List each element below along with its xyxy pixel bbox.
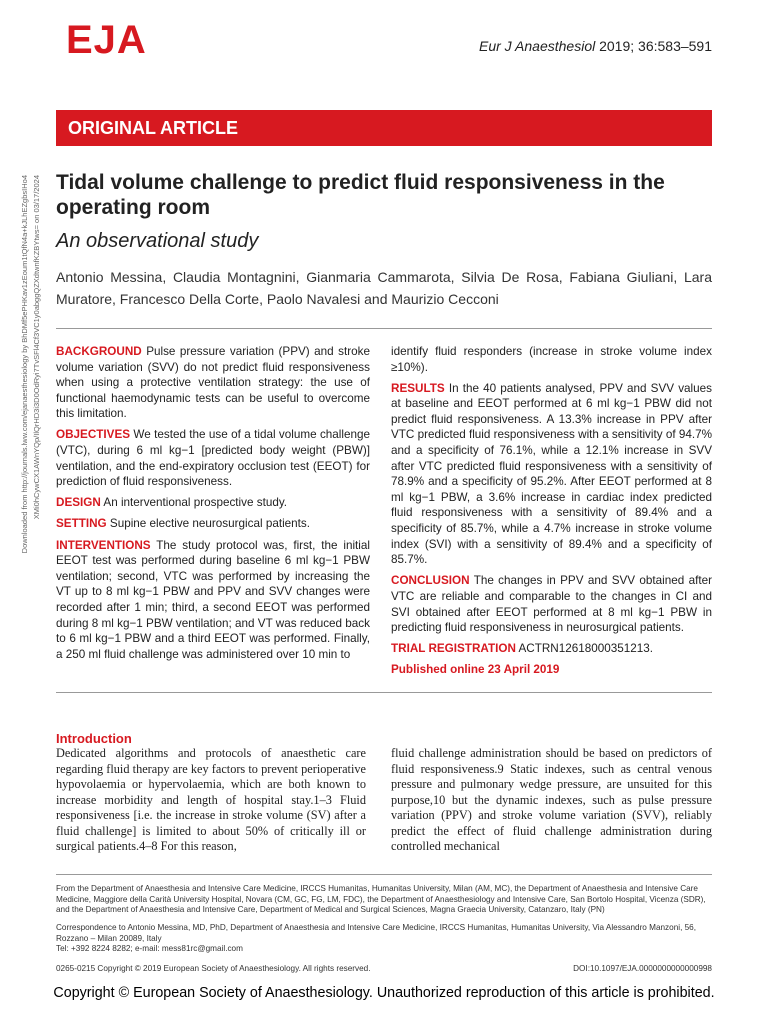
conclusion-label: CONCLUSION [391, 574, 470, 588]
abstract-results [391, 381, 712, 568]
conclusion-text: The changes in PPV and SVV obtained after VTC are reliable and comparable to the changes in CI and SVI obtained after EEOT performed at 8 ml kg−1 PBW in predicting fluid responsiveness in neurosurgical patients. [391, 574, 712, 635]
reproduction-notice: Copyright © European Society of Anaesthesiology. Unauthorized reproduction of this article is prohibited. [53, 985, 715, 1001]
article-subtitle: An observational study [56, 230, 259, 252]
abstract-left-column [56, 344, 370, 668]
introduction-left-column [56, 746, 366, 855]
interventions-text: The study protocol was, first, the initial EEOT test was performed during baseline 6 ml kg−1 PBW ventilation; second, VTC was performed by increasing the VT up to 8 ml kg−1 PBW and PPV and SVV changes were recorded after 1 min; third, a second EEOT was performed during 8 ml kg−1 PBW ventilation; and VT was reduced back to 6 ml kg−1 PBW and a third EEOT was performed. Finally, a 250 ml fluid challenge was administered over 10 min to [56, 538, 370, 661]
correspondence-footnote [56, 923, 712, 955]
correspondence-text: Correspondence to Antonio Messina, MD, PhD, Department of Anaesthesia and Intensive Care Medicine, IRCCS Humanitas, Humanitas University, Via Alessandro Manzoni, 56, Rozzano – Milan 20089, Italy [56, 923, 697, 943]
abstract-background [56, 344, 370, 422]
abstract-design [56, 495, 370, 511]
abstract-bottom-rule [56, 692, 712, 693]
introduction-heading: Introduction [56, 731, 132, 746]
background-label: BACKGROUND [56, 345, 142, 358]
design-label: DESIGN [56, 496, 101, 510]
download-notice-line-1: Downloaded from http://journals.lww.com/ejanaesthesiology by BhDMf5ePHKav1zEoum1tQfN4a+kJLhEZgbsIHo4 [20, 175, 29, 554]
setting-text: Supine elective neurosurgical patients. [106, 517, 311, 531]
results-label: RESULTS [391, 381, 445, 395]
interventions-label: INTERVENTIONS [56, 538, 151, 552]
abstract-objectives [56, 427, 370, 489]
abstract-right-column [391, 344, 712, 683]
abstract-interventions [56, 538, 370, 663]
background-text: Pulse pressure variation (PPV) and stroke volume variation (SVV) do not predict fluid responsiveness when using a protective ventilation strategy: the use of functional haemodynamic tests can be useful to overcome this limitation. [56, 345, 370, 421]
journal-citation [479, 38, 712, 54]
introduction-left-text: Dedicated algorithms and protocols of anaesthetic care regarding fluid therapy are key factors to prevent perioperative hypovolaemia or hypervolaemia, which are both known to increase morbidity and length of hospital stay.1–3 Fluid responsiveness [i.e. the increase in stroke volume (SV) after a fluid challenge] is limited to about 50% of critically ill or surgical patients.4–8 For this reason, [56, 746, 366, 853]
affiliations-text: From the Department of Anaesthesia and Intensive Care Medicine, IRCCS Humanitas, Humanitas University, Milan (AM, MC), the Department of Anaesthesia and Intensive Care Medicine, Maggiore della Carità University Hospital, Novara (CM, GC, FG, LM, FDC), the Department of Anaesthesiology and Intensive Care, San Bortolo Hospital, Vicenza (SDR), and the Department of Anaesthesia and Intensive Care, Department of Medical and Surgical Sciences, Magna Graecia University, Catanzaro, Italy (PN) [56, 884, 706, 914]
abstract-top-rule [56, 328, 712, 329]
author-list: Antonio Messina, Claudia Montagnini, Gianmaria Cammarota, Silvia De Rosa, Fabiana Giuliani, Lara Muratore, Francesco Della Corte, Paolo Navalesi and Maurizio Cecconi [56, 269, 712, 307]
trial-text: ACTRN12618000351213. [515, 642, 653, 656]
objectives-text: We tested the use of a tidal volume challenge (VTC), during 6 ml kg−1 [predicted body weight (PBW)] ventilation, and the end-expiratory occlusion test (EEOT) for prediction of fluid responsiveness. [56, 428, 370, 489]
abstract-continuation: identify fluid responders (increase in stroke volume index ≥10%). [391, 345, 712, 374]
published-online: Published online 23 April 2019 [391, 663, 560, 677]
setting-label: SETTING [56, 517, 107, 531]
footnote-rule [56, 874, 712, 875]
copyright-line: 0265-0215 Copyright © 2019 European Society of Anaesthesiology. All rights reserved. [56, 964, 371, 973]
design-text: An interventional prospective study. [100, 496, 288, 510]
doi-link[interactable]: DOI:10.1097/EJA.0000000000000998 [573, 964, 712, 973]
objectives-label: OBJECTIVES [56, 428, 131, 442]
introduction-right-column [391, 746, 712, 855]
download-notice-2 [32, 175, 46, 625]
results-text: In the 40 patients analysed, PPV and SVV values at baseline and EEOT performed at 6 ml kg−1 PBW did not predict fluid responsiveness. A 13.3% increase in PPV after VTC predicted fluid responsiveness with a sensitivity of 94.7% and a specificity of 76.1%, while a 12.1% increase in SVV after VTC predicted fluid responsiveness with a sensitivity of 78.9% and a specificity of 95.2%. After EEOT performed at 8 ml kg−1 PBW, a 3.6% increase in cardiac index predicted fluid responsiveness with a sensitivity of 89.4% and a specificity of 85.7%, while a 4.7% increase in stroke volume index (SVI) with a sensitivity of 89.4% and a specificity of 85.7%. [391, 381, 712, 567]
article-type-banner: ORIGINAL ARTICLE [56, 110, 712, 146]
journal-logo: EJA [66, 18, 147, 62]
contact-text: Tel: +392 8224 8282; e-mail: mess81rc@gmail.com [56, 944, 243, 953]
trial-label: TRIAL REGISTRATION [391, 642, 516, 656]
journal-name: Eur J Anaesthesiol [479, 38, 596, 54]
abstract-conclusion [391, 573, 712, 635]
article-title: Tidal volume challenge to predict fluid responsiveness in the operating room [56, 171, 665, 219]
abstract-trial-registration [391, 641, 712, 657]
abstract-setting [56, 516, 370, 532]
download-notice-line-2: XMi0hCywCX1AWnYQp/IlQrHD3i3D0OdRyi7TvSFl4Cf3VC1y0abggQZXdtwnfKZBYtws= on 03/17/2024 [32, 175, 41, 520]
introduction-right-text: fluid challenge administration should be based on predictors of fluid responsiveness.9 Static indexes, such as central venous pressure and pulmonary wedge pressure, are unsuited for this purpose,10 but the dynamic indexes, such as pulse pressure variation (PPV) and stroke volume variation (SVV), reliably predict the effect of fluid challenge administration during controlled mechanical [391, 746, 712, 853]
affiliations-footnote [56, 884, 712, 916]
citation-volume: 2019; 36:583–591 [595, 38, 712, 54]
